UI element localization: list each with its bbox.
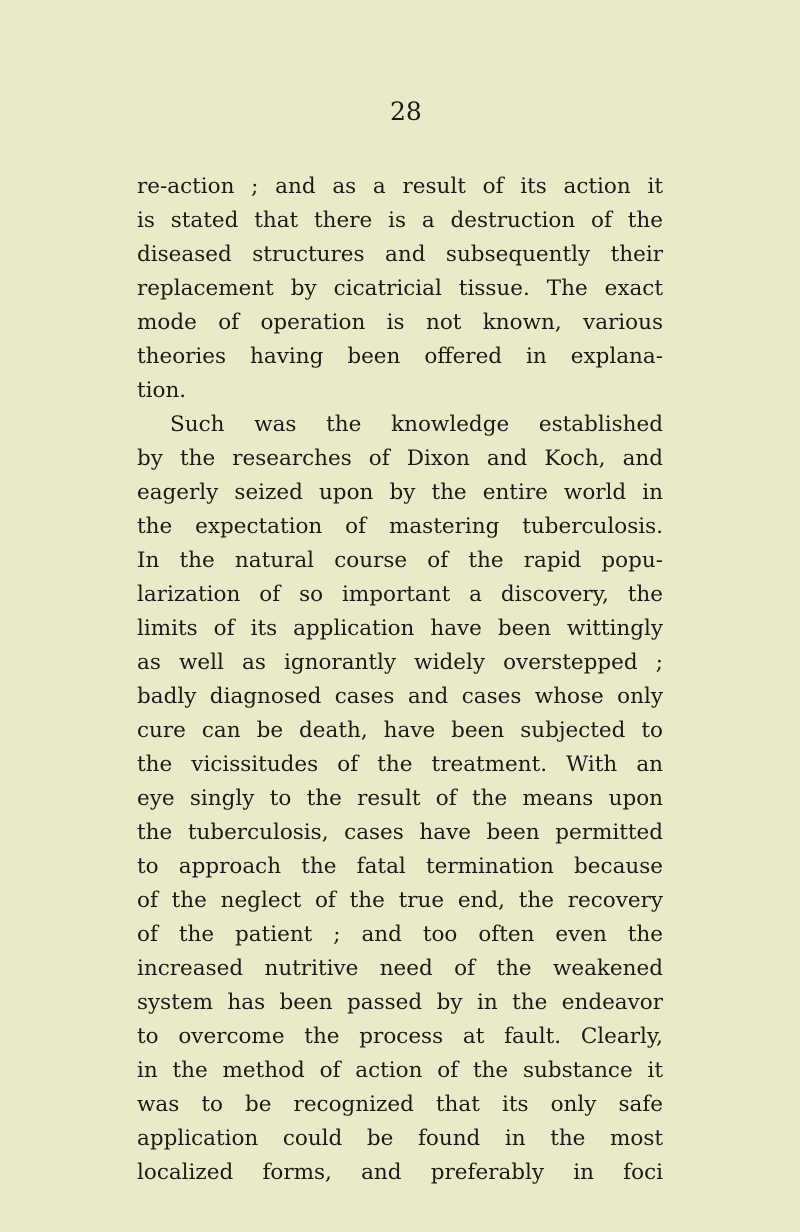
- text-line: larization of so important a discovery, the: [137, 582, 663, 607]
- text-line: eagerly seized upon by the entire world in: [137, 480, 663, 505]
- text-line: was to be recognized that its only safe: [137, 1092, 663, 1117]
- text-line: the tuberculosis, cases have been permitted: [137, 820, 663, 845]
- text-line: the expectation of mastering tuberculosis.: [137, 514, 663, 539]
- text-line: of the neglect of the true end, the recovery: [137, 888, 663, 913]
- text-line: replacement by cicatricial tissue. The exact: [137, 276, 663, 301]
- text-line: to overcome the process at fault. Clearly,: [137, 1024, 663, 1049]
- text-line: of the patient ; and too often even the: [137, 922, 663, 947]
- text-line: limits of its application have been wittingly: [137, 616, 663, 641]
- text-line: application could be found in the most: [137, 1126, 663, 1151]
- page-number: 28: [390, 97, 422, 126]
- paragraph-start-line: Such was the knowledge established: [170, 412, 663, 437]
- text-line: theories having been offered in explana-: [137, 344, 663, 369]
- text-line: system has been passed by in the endeavor: [137, 990, 663, 1015]
- text-line: mode of operation is not known, various: [137, 310, 663, 335]
- text-line: in the method of action of the substance it: [137, 1058, 663, 1083]
- text-line: badly diagnosed cases and cases whose only: [137, 684, 663, 709]
- text-line: the vicissitudes of the treatment. With an: [137, 752, 663, 777]
- text-line: increased nutritive need of the weakened: [137, 956, 663, 981]
- text-line: In the natural course of the rapid popu-: [137, 548, 663, 573]
- text-line: tion.: [137, 378, 187, 403]
- text-line: eye singly to the result of the means upon: [137, 786, 663, 811]
- text-line: as well as ignorantly widely overstepped ;: [137, 650, 663, 675]
- text-line: to approach the fatal termination because: [137, 854, 663, 879]
- text-line: re-action ; and as a result of its action it: [137, 174, 663, 199]
- text-line: diseased structures and subsequently their: [137, 242, 663, 267]
- text-line: is stated that there is a destruction of the: [137, 208, 663, 233]
- text-line: cure can be death, have been subjected to: [137, 718, 663, 743]
- text-line: by the researches of Dixon and Koch, and: [137, 446, 663, 471]
- body-text: [137, 170, 663, 1190]
- text-line: localized forms, and preferably in foci: [137, 1160, 663, 1185]
